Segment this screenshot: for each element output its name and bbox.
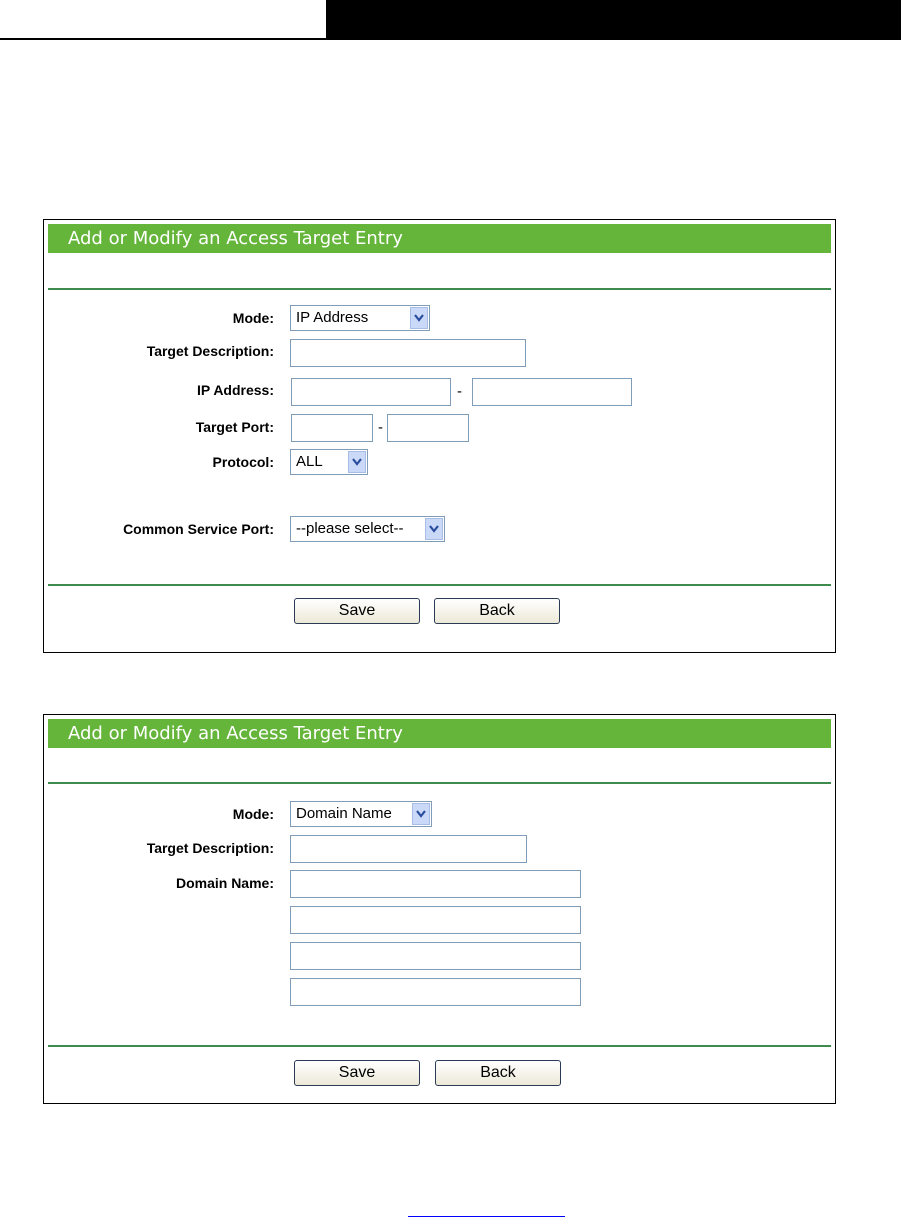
ip-end-input[interactable]: [472, 378, 632, 406]
port-start-input[interactable]: [291, 414, 373, 442]
range-separator: -: [457, 383, 462, 400]
domain-name-input-4[interactable]: [290, 978, 581, 1006]
domain-name-input-1[interactable]: [290, 870, 581, 898]
target-description-input[interactable]: [290, 835, 527, 863]
range-separator: -: [378, 419, 383, 436]
common-service-port-select[interactable]: [290, 516, 445, 542]
target-port-label: Target Port:: [195, 419, 274, 435]
target-description-label: Target Description:: [146, 840, 274, 856]
ip-address-label: IP Address:: [196, 382, 274, 398]
access-target-panel-domain: [43, 714, 836, 1104]
mode-label: Mode:: [232, 310, 274, 326]
chevron-down-icon[interactable]: [410, 307, 428, 329]
save-button[interactable]: Save: [294, 1060, 420, 1086]
back-button[interactable]: Back: [435, 1060, 561, 1086]
divider: [48, 1045, 831, 1047]
domain-name-label: Domain Name:: [175, 875, 274, 891]
mode-select[interactable]: [290, 305, 430, 331]
chevron-down-icon[interactable]: [412, 803, 430, 825]
common-service-port-label: Common Service Port:: [123, 521, 274, 537]
target-description-label: Target Description:: [146, 343, 274, 359]
domain-name-input-3[interactable]: [290, 942, 581, 970]
panel-title: Add or Modify an Access Target Entry: [48, 224, 831, 253]
divider: [48, 288, 831, 290]
domain-name-input-2[interactable]: [290, 906, 581, 934]
protocol-label: Protocol:: [212, 454, 274, 470]
protocol-select[interactable]: [290, 449, 368, 475]
chevron-down-icon[interactable]: [425, 518, 443, 540]
top-bar-left: [0, 0, 326, 40]
mode-select-value: IP Address: [296, 309, 369, 326]
top-bar-right: [326, 0, 901, 40]
mode-label: Mode:: [232, 806, 274, 822]
footer-link[interactable]: [408, 1216, 565, 1217]
access-target-panel-ip: [43, 219, 836, 653]
mode-select-value: Domain Name: [296, 805, 392, 822]
common-service-port-value: --please select--: [296, 520, 404, 537]
mode-select[interactable]: [290, 801, 432, 827]
chevron-down-icon[interactable]: [348, 451, 366, 473]
ip-start-input[interactable]: [291, 378, 451, 406]
protocol-select-value: ALL: [296, 453, 323, 470]
port-end-input[interactable]: [387, 414, 469, 442]
save-button[interactable]: Save: [294, 598, 420, 624]
divider: [48, 584, 831, 586]
target-description-input[interactable]: [290, 339, 526, 367]
panel-title: Add or Modify an Access Target Entry: [48, 719, 831, 748]
divider: [48, 782, 831, 784]
back-button[interactable]: Back: [434, 598, 560, 624]
